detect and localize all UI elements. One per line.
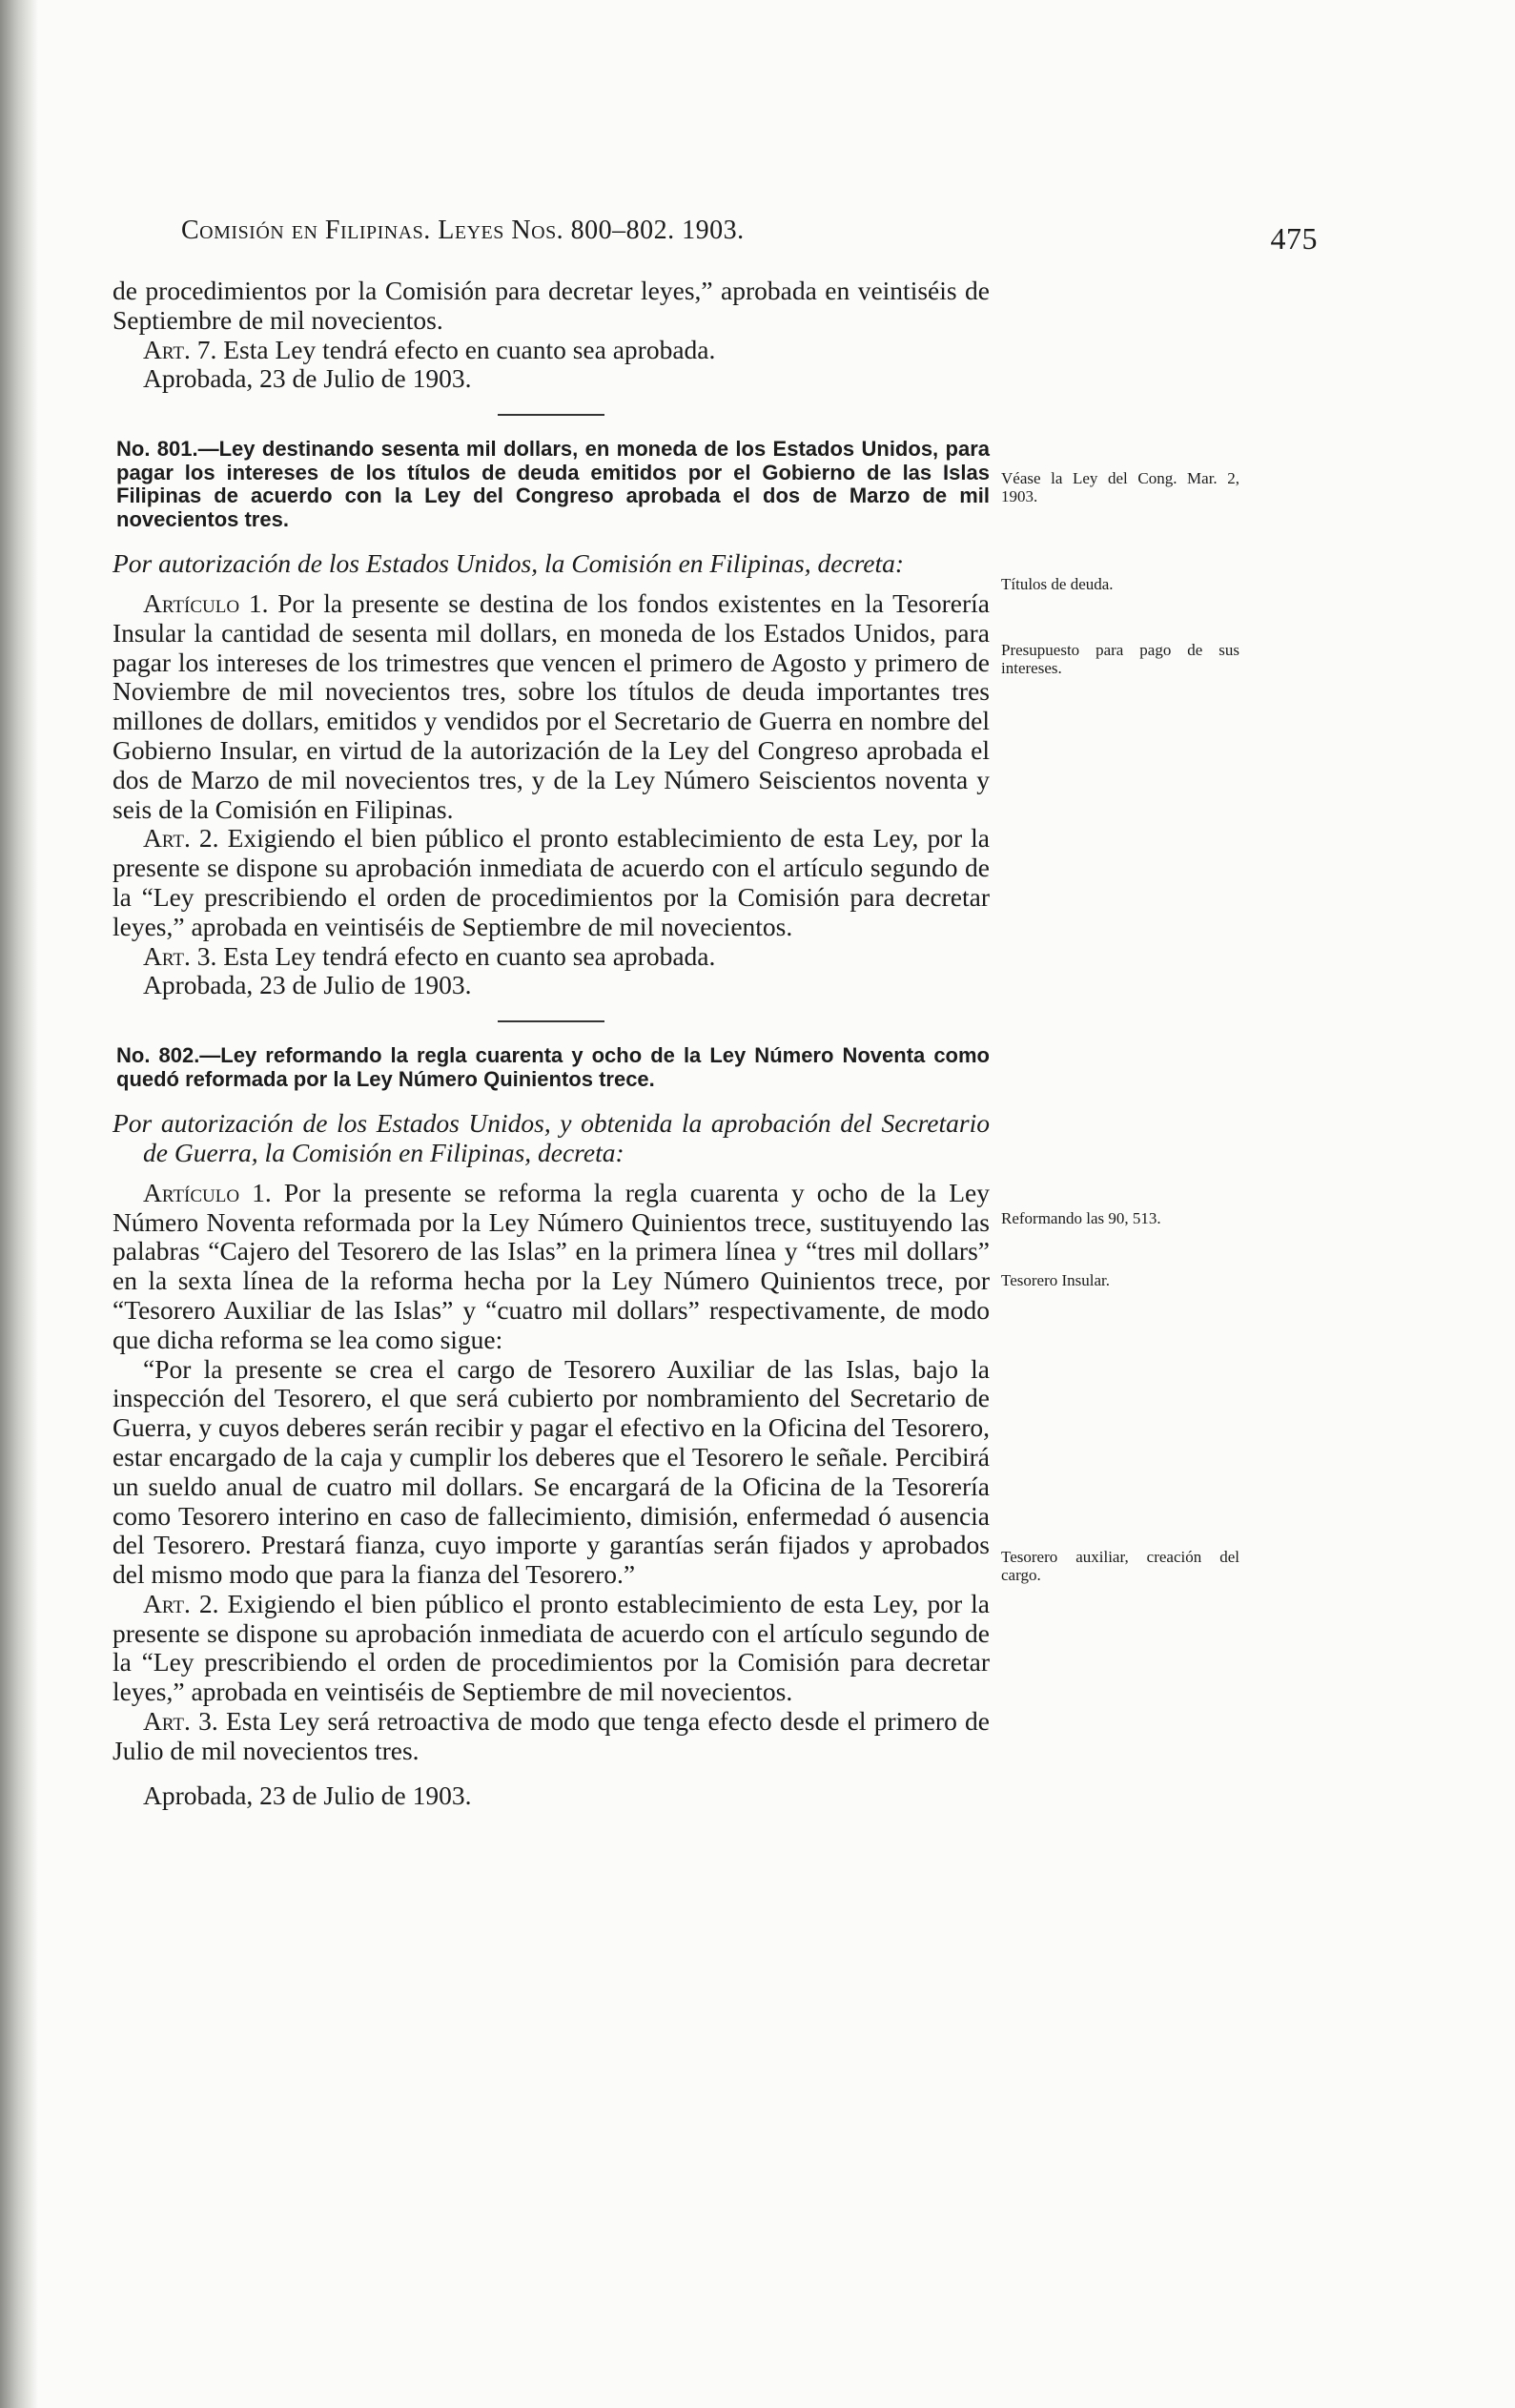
act-801-approval: Aprobada, 23 de Julio de 1903.	[143, 970, 472, 1000]
continued-paragraph: de procedimientos por la Comisión para decretar leyes,” aprobada en veintiséis de Septiembre de mil novecientos.	[113, 276, 990, 335]
article-text: Por la presente se reforma la regla cuarenta y ocho de la Ley Número Noventa reformada por la Ley Número Quinientos trece, sustituyendo las palabras “Cajero del Tesorero de las Islas” en la primera línea y “tres mil dollars” en la sexta línea de la reforma hecha por la Ley Número Quinientos trece, por “Tesorero Auxiliar de las Islas” y “cuatro mil dollars” respectivamente, de modo que dicha reforma se lea como sigue:	[113, 1177, 990, 1354]
act-801-enacting-clause: Por autorización de los Estados Unidos, la Comisión en Filipinas, decreta:	[113, 548, 905, 579]
margin-note-presupuesto: Presupuesto para pago de sus intereses.	[1001, 641, 1239, 677]
article-label: Art. 2.	[143, 1588, 219, 1618]
article-text: Esta Ley tendrá efecto en cuanto sea aprobada.	[216, 334, 716, 364]
article-label: Art. 3.	[143, 1706, 218, 1737]
running-title: Comisión en Filipinas. Leyes Nos. 800–802. 1903.	[181, 216, 745, 245]
article-text: Por la presente se destina de los fondos existentes en la Tesorería Insular la cantidad de sesenta mil dollars, en moneda de los Estados Unidos, para pagar los intereses de los trimestres que vencen el primero de Agosto y primero de Noviembre de mil novecientos tres, sobre los títulos de deuda importantes tres millones de dollars, emitidos y vendidos por el Secretario de Guerra en nombre del Gobierno Insular, en virtud de la autorización de la Ley del Congreso aprobada el dos de Marzo de mil novecientos tres, y de la Ley Número Seiscientos noventa y seis de la Comisión en Filipinas.	[113, 587, 990, 824]
act-801-article-1	[113, 589, 990, 824]
article-text: Exigiendo el bien público el pronto establecimiento de esta Ley, por la presente se dispone su aprobación inmediata de acuerdo con el artículo segundo de la “Ley prescribiendo el orden de procedimientos por la Comisión para decretar leyes,” aprobada en veintiséis de Septiembre de mil novecientos.	[113, 823, 990, 941]
act-802-quoted-rule: “Por la presente se crea el cargo de Tesorero Auxiliar de las Islas, bajo la inspección del Tesorero, el que será cubierto por nombramiento del Secretario de Guerra, y cuyos deberes serán recibir y pagar el efectivo en la Oficina del Tesorero, estar encargado de la caja y cumplir los deberes que el Tesorero le señale. Percibirá un sueldo anual de cuatro mil dollars. Se encargará de la Oficina de la Tesorería como Tesorero interino en caso de fallecimiento, dimisión, enfermedad ó ausencia del Tesorero. Prestará fianza, cuyo importe y garantías serán fijados y aprobados del mismo modo que para la fianza del Tesorero.”	[113, 1353, 990, 1590]
continued-article-7	[113, 336, 990, 365]
margin-note-titulos: Títulos de deuda.	[1001, 575, 1114, 593]
main-text-column	[113, 277, 990, 1810]
act-801-article-3	[113, 942, 990, 972]
approval-date: Aprobada, 23 de Julio de 1903.	[143, 363, 472, 394]
margin-note-tesorero-insular: Tesorero Insular.	[1001, 1271, 1110, 1289]
article-text: Esta Ley tendrá efecto en cuanto sea aprobada.	[216, 940, 716, 971]
margin-note-tesorero-auxiliar: Tesorero auxiliar, creación del cargo.	[1001, 1548, 1239, 1584]
article-text: Esta Ley será retroactiva de modo que tenga efecto desde el primero de Julio de mil novecientos tres.	[113, 1706, 990, 1765]
act-801-title: No. 801.—Ley destinando sesenta mil dollars, en moneda de los Estados Unidos, para pagar los intereses de los títulos de deuda emitidos por el Gobierno de las Islas Filipinas de acuerdo con la Ley del Congreso aprobada el dos de Marzo de mil novecientos tres.	[116, 437, 990, 531]
scan-shadow-edge	[0, 0, 38, 2408]
margin-note-reformando: Reformando las 90, 513.	[1001, 1209, 1161, 1227]
section-divider	[498, 1020, 604, 1022]
margin-notes-column	[1001, 0, 1239, 2408]
article-label: Artículo 1.	[143, 1177, 272, 1207]
margin-note-vease: Véase la Ley del Cong. Mar. 2, 1903.	[1001, 469, 1239, 505]
page-number: 475	[1270, 221, 1318, 256]
act-802-title: No. 802.—Ley reformando la regla cuarenta y ocho de la Ley Número Noventa como quedó reformada por la Ley Número Quinientos trece.	[116, 1043, 990, 1091]
article-label: Art. 3.	[143, 940, 217, 971]
article-text: Exigiendo el bien público el pronto establecimiento de esta Ley, por la presente se dispone su aprobación inmediata de acuerdo con el artículo segundo de la “Ley prescribiendo el orden de procedimientos por la Comisión para decretar leyes,” aprobada en veintiséis de Septiembre de mil novecientos.	[113, 1588, 990, 1707]
act-802-article-2	[113, 1590, 990, 1707]
act-802-article-3	[113, 1707, 990, 1766]
act-801-article-2	[113, 824, 990, 941]
article-label: Art. 2.	[143, 823, 219, 854]
section-divider	[498, 414, 604, 416]
act-802-article-1	[113, 1179, 990, 1355]
article-label: Artículo 1.	[143, 587, 269, 618]
article-label: Art. 7.	[143, 334, 217, 364]
act-802-approval: Aprobada, 23 de Julio de 1903.	[143, 1780, 472, 1810]
act-802-enacting-clause: Por autorización de los Estados Unidos, y obtenida la aprobación del Secretario de Guerra, la Comisión en Filipinas, decreta:	[113, 1108, 990, 1167]
